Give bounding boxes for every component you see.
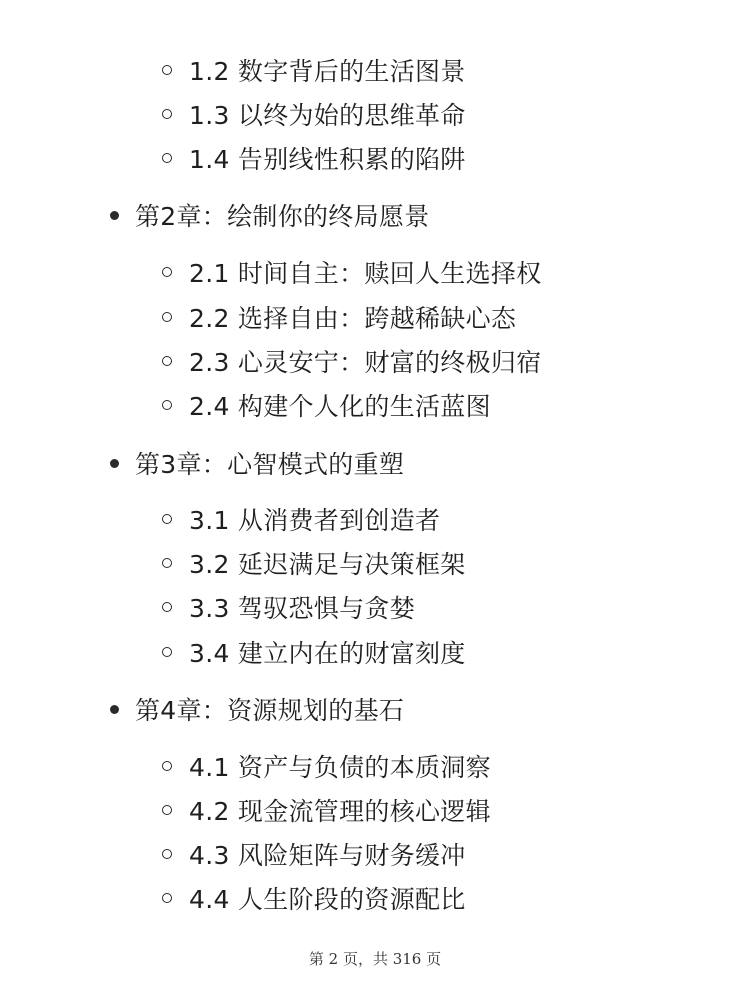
hollow-bullet-icon [162, 312, 172, 322]
toc-section-2-3 [162, 343, 542, 379]
toc-chapter-2 [110, 197, 430, 233]
toc-section-4-1 [162, 748, 491, 784]
hollow-bullet-icon [162, 153, 172, 163]
hollow-bullet-icon [162, 65, 172, 75]
filled-bullet-icon [110, 211, 119, 220]
toc-section-1-2 [162, 52, 466, 88]
hollow-bullet-icon [162, 356, 172, 366]
section-label: 2.2 选择自由：跨越稀缺心态 [189, 304, 517, 333]
section-label: 3.3 驾驭恐惧与贪婪 [189, 594, 416, 623]
toc-section-3-4 [162, 634, 466, 670]
toc-section-2-4 [162, 387, 491, 423]
toc-chapter-4 [110, 691, 404, 727]
toc-section-4-3 [162, 836, 466, 872]
section-label: 3.1 从消费者到创造者 [189, 506, 441, 535]
section-label: 1.4 告别线性积累的陷阱 [189, 145, 466, 174]
section-label: 1.3 以终为始的思维革命 [189, 101, 466, 130]
filled-bullet-icon [110, 705, 119, 714]
section-label: 4.4 人生阶段的资源配比 [189, 885, 466, 914]
page-number-footer: 第 2 页，共 316 页 [308, 950, 442, 968]
hollow-bullet-icon [162, 558, 172, 568]
hollow-bullet-icon [162, 805, 172, 815]
hollow-bullet-icon [162, 602, 172, 612]
hollow-bullet-icon [162, 514, 172, 524]
section-label: 3.2 延迟满足与决策框架 [189, 550, 466, 579]
toc-section-1-3 [162, 96, 466, 132]
hollow-bullet-icon [162, 761, 172, 771]
toc-section-4-4 [162, 880, 466, 916]
toc-section-1-4 [162, 140, 466, 176]
chapter-label: 第3章：心智模式的重塑 [135, 450, 405, 479]
toc-section-2-1 [162, 254, 542, 290]
toc-section-3-3 [162, 589, 415, 625]
section-label: 2.4 构建个人化的生活蓝图 [189, 392, 491, 421]
toc-section-4-2 [162, 792, 491, 828]
section-label: 4.2 现金流管理的核心逻辑 [189, 797, 491, 826]
hollow-bullet-icon [162, 400, 172, 410]
toc-section-3-1 [162, 501, 440, 537]
section-label: 4.3 风险矩阵与财务缓冲 [189, 841, 466, 870]
hollow-bullet-icon [162, 267, 172, 277]
chapter-label: 第4章：资源规划的基石 [135, 696, 405, 725]
toc-section-3-2 [162, 545, 466, 581]
section-label: 2.1 时间自主：赎回人生选择权 [189, 259, 542, 288]
chapter-label: 第2章：绘制你的终局愿景 [135, 202, 430, 231]
hollow-bullet-icon [162, 647, 172, 657]
hollow-bullet-icon [162, 893, 172, 903]
section-label: 1.2 数字背后的生活图景 [189, 57, 466, 86]
section-label: 4.1 资产与负债的本质洞察 [189, 753, 491, 782]
hollow-bullet-icon [162, 849, 172, 859]
hollow-bullet-icon [162, 109, 172, 119]
toc-chapter-3 [110, 445, 404, 481]
section-label: 2.3 心灵安宁：财富的终极归宿 [189, 348, 542, 377]
section-label: 3.4 建立内在的财富刻度 [189, 639, 466, 668]
toc-section-2-2 [162, 299, 516, 335]
filled-bullet-icon [110, 459, 119, 468]
